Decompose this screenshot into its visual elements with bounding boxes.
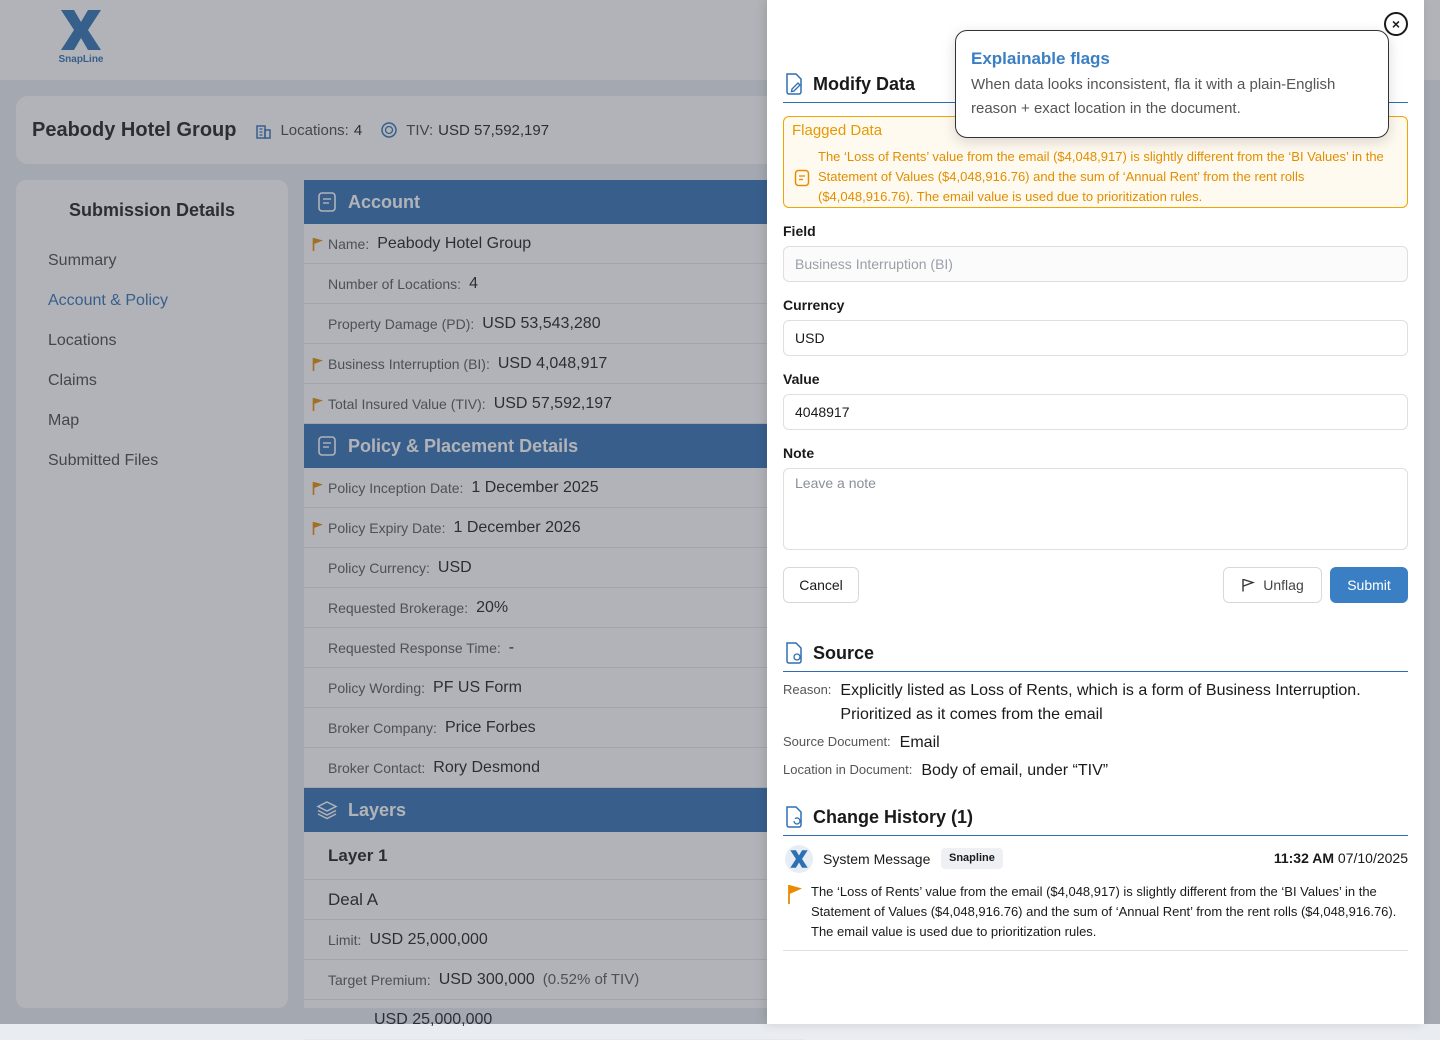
flag-icon [787, 884, 803, 904]
field-key: Name: [328, 235, 370, 252]
field-key: Number of Locations: [328, 275, 462, 292]
source-reason [783, 679, 1408, 727]
value-label: Value [783, 371, 820, 387]
field-value: Peabody Hotel Group [377, 234, 532, 252]
source-doc-key: Source Document: [783, 734, 891, 749]
field-value: - [508, 638, 515, 656]
field-key: Requested Brokerage: [328, 599, 469, 616]
field-key: Target Premium: [328, 971, 431, 988]
unflag-label: Unflag [1263, 577, 1304, 593]
tiv-label: TIV: [406, 121, 434, 139]
field-key: Limit: [328, 931, 362, 948]
source-location [783, 759, 1408, 783]
location-key: Location in Document: [783, 762, 913, 777]
close-icon[interactable]: × [1384, 12, 1408, 36]
unflag-button[interactable] [1223, 567, 1322, 603]
change-history-title: Change History (1) [813, 806, 974, 827]
locations-value: 4 [353, 121, 363, 139]
sidebar-item-submitted-files[interactable]: Submitted Files [48, 452, 159, 469]
tiv-value: USD 57,592,197 [438, 121, 550, 139]
reason-key: Reason: [783, 682, 832, 697]
field-value: 1 December 2025 [471, 478, 599, 496]
note-textarea[interactable] [783, 468, 1408, 550]
source-title: Source [813, 642, 875, 663]
tooltip-body: When data looks inconsistent, fla it with a plain-English reason + exact location in the document. [971, 76, 1336, 117]
history-document-icon [783, 805, 805, 829]
flagged-data-message: The ‘Loss of Rents’ value from the email ($4,048,917) is slightly different from the ‘BI Values’ in the Statement of Values ($4,048,916.76) and the sum of ‘Annual Rent’ from the rent rolls ($4,048,916.76). The email value is used due to prioritization rules. [818, 149, 1384, 204]
deal-name: Deal A [328, 889, 379, 909]
field-key: Policy Currency: [328, 559, 430, 576]
policy-section-title: Policy & Placement Details [348, 435, 579, 456]
source-doc-value: Email [899, 734, 940, 751]
field-value: USD 25,000,000 [369, 930, 488, 948]
locations-label: Locations: [280, 121, 349, 139]
source-header [783, 641, 1408, 672]
document-search-icon [783, 641, 805, 665]
edit-document-icon [783, 72, 805, 96]
modify-data-drawer [767, 0, 1424, 1024]
logo-text: SnapLine [58, 54, 104, 65]
history-date: 07/10/2025 [1337, 850, 1408, 866]
field-value: 20% [476, 598, 509, 616]
history-message: The ‘Loss of Rents’ value from the email ($4,048,917) is slightly different from the ‘BI Values’ in the Statement of Values ($4,048,916.76) and the sum of ‘Annual Rent’ from the rent rolls ($4,048,916.76). The email value is used due to prioritization rules. [811, 884, 1397, 939]
field-value: 1 December 2026 [453, 518, 581, 536]
currency-label: Currency [783, 297, 845, 313]
avatar [785, 845, 813, 873]
source-badge: Snapline [941, 848, 1003, 869]
value-input[interactable] [783, 394, 1408, 430]
sidebar-item-locations[interactable]: Locations [48, 332, 117, 349]
field-label: Field [783, 223, 816, 239]
sidebar-item-summary[interactable]: Summary [48, 252, 117, 269]
submit-button[interactable]: Submit [1330, 567, 1408, 603]
reason-value: Explicitly listed as Loss of Rents, which is a form of Business Interruption. Prioritized as it comes from the email [840, 682, 1361, 723]
field-value: USD 4,048,917 [497, 354, 608, 372]
field-key: Requested Response Time: [328, 639, 501, 656]
field-value: USD [437, 558, 472, 576]
field-input [783, 246, 1408, 282]
history-time: 11:32 AM [1273, 850, 1335, 866]
history-author: System Message [823, 851, 931, 867]
layers-section-title: Layers [348, 799, 407, 820]
note-label: Note [783, 445, 815, 461]
account-section-title: Account [348, 191, 420, 212]
layer-name: Layer 1 [328, 845, 388, 865]
field-value: Price Forbes [444, 718, 536, 736]
flag-outline-icon [1241, 578, 1255, 592]
source-document [783, 731, 1408, 755]
field-key: Policy Wording: [328, 679, 426, 696]
history-entry [783, 840, 1408, 951]
field-key: Broker Contact: [328, 759, 426, 776]
sidebar-item-claims[interactable]: Claims [48, 372, 97, 389]
change-history-header [783, 805, 1408, 836]
client-name: Peabody Hotel Group [32, 118, 237, 141]
premium-note: (0.52% of TIV) [542, 971, 640, 988]
history-timestamp [1274, 850, 1408, 866]
sidebar-item-account-policy[interactable]: Account & Policy [48, 292, 169, 309]
field-key: Total Insured Value (TIV): [328, 395, 486, 412]
snapline-logo-icon [789, 849, 809, 869]
tooltip-title: Explainable flags [971, 49, 1110, 68]
sidebar-item-map[interactable]: Map [48, 412, 80, 429]
field-value: 4 [469, 274, 478, 292]
modify-data-title: Modify Data [813, 73, 916, 94]
field-value: USD 57,592,197 [493, 394, 613, 412]
field-key: Policy Inception Date: [328, 479, 464, 496]
field-key: Broker Company: [328, 719, 437, 736]
field-value: USD 25,000,000 [374, 1010, 493, 1028]
field-value: USD 53,543,280 [482, 314, 601, 332]
field-value: USD 300,000 [438, 970, 535, 988]
note-icon [794, 169, 810, 187]
field-value: PF US Form [433, 678, 522, 696]
field-value: Rory Desmond [433, 758, 540, 776]
flagged-data-title: Flagged Data [792, 122, 883, 139]
cancel-button[interactable]: Cancel [783, 567, 859, 603]
field-key: Policy Expiry Date: [328, 519, 446, 536]
location-value: Body of email, under “TIV” [921, 762, 1109, 779]
field-key: Business Interruption (BI): [328, 355, 490, 372]
field-key: Property Damage (PD): [328, 315, 475, 332]
currency-input[interactable] [783, 320, 1408, 356]
sidebar-title: Submission Details [68, 200, 236, 220]
explainable-flags-tooltip [955, 30, 1389, 138]
